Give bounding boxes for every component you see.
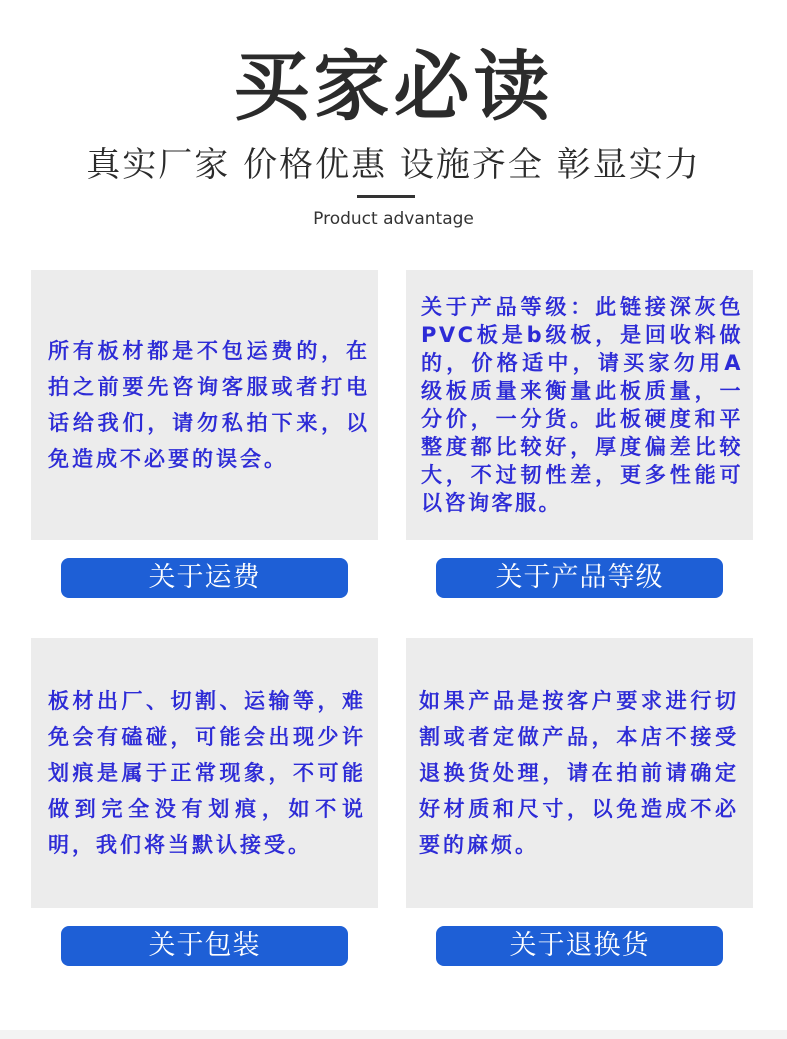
english-caption: Product advantage bbox=[313, 209, 474, 229]
packaging-button[interactable]: 关于包装 bbox=[61, 926, 348, 966]
footer-divider bbox=[0, 1030, 787, 1039]
shipping-info-card bbox=[31, 270, 378, 540]
returns-button[interactable]: 关于退换货 bbox=[436, 926, 723, 966]
packaging-info-card bbox=[31, 638, 378, 908]
shipping-info-text: 所有板材都是不包运费的，在拍之前要先咨询客服或者打电话给我们，请勿私拍下来，以免造成不必要的误会。 bbox=[48, 339, 370, 471]
shipping-button[interactable]: 关于运费 bbox=[61, 558, 348, 598]
product-grade-card bbox=[406, 270, 753, 540]
returns-info-text: 如果产品是按客户要求进行切割或者定做产品，本店不接受退换货处理，请在拍前请确定好材质和尺寸，以免造成不必要的麻烦。 bbox=[419, 689, 739, 857]
packaging-info-text: 板材出厂、切割、运输等，难免会有磕碰，可能会出现少许划痕是属于正常现象，不可能做到完全没有划痕，如不说明，我们将当默认接受。 bbox=[48, 689, 366, 857]
product-grade-text: 关于产品等级：此链接深灰色PVC板是b级板，是回收料做的，价格适中，请买家勿用A级板质量来衡量此板质量，一分价，一分货。此板硬度和平整度都比较好，厚度偏差比较大，不过韧性差，更多性能可以咨询客服。 bbox=[421, 295, 743, 515]
page-subtitle: 真实厂家 价格优惠 设施齐全 彰显实力 bbox=[86, 145, 701, 185]
product-grade-button[interactable]: 关于产品等级 bbox=[436, 558, 723, 598]
title-divider bbox=[357, 195, 415, 198]
page-title: 买家必读 bbox=[233, 42, 554, 131]
returns-info-card bbox=[406, 638, 753, 908]
